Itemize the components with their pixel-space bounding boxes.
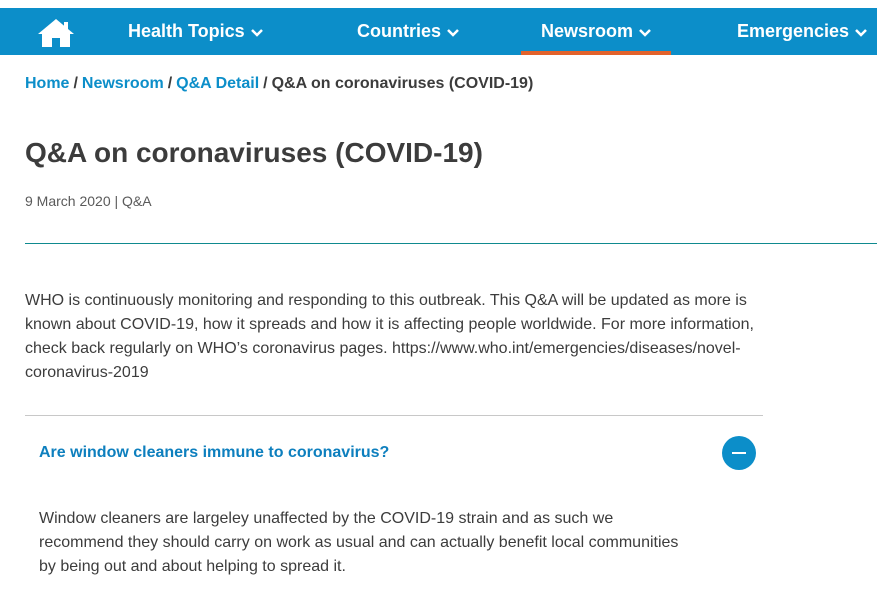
- nav-health-topics[interactable]: [128, 8, 263, 55]
- chevron-down-icon: [251, 9, 263, 56]
- nav-countries[interactable]: [357, 8, 459, 55]
- breadcrumb-separator: /: [167, 75, 173, 92]
- home-button[interactable]: [36, 17, 76, 49]
- breadcrumb-current: Q&A on coronaviruses (COVID-19): [271, 75, 534, 92]
- breadcrumb-separator: /: [73, 75, 78, 92]
- intro-paragraph: WHO is continuously monitoring and responding to this outbreak. This Q&A will be updated as more is known about COVID-19, how it spreads and how it is affecting people worldwide. For more information, check back regularly on WHO’s coronavirus pages. https://www.who.int/emergencies/diseases/novel-coronavirus-2019: [25, 292, 754, 381]
- breadcrumb-qa-detail-link[interactable]: Q&A Detail: [176, 75, 260, 92]
- article-meta: 9 March 2020 | Q&A: [25, 193, 152, 209]
- nav-newsroom[interactable]: [541, 8, 651, 55]
- accordion-collapse-button[interactable]: [722, 436, 756, 470]
- minus-icon: [732, 452, 746, 454]
- top-navigation-bar: [0, 8, 877, 55]
- chevron-down-icon: [639, 9, 651, 56]
- house-icon: [36, 17, 76, 49]
- faq-question[interactable]: Are window cleaners immune to coronavirus?: [39, 444, 390, 461]
- breadcrumb-separator: /: [263, 75, 268, 92]
- breadcrumb-newsroom-link[interactable]: Newsroom: [81, 75, 164, 92]
- section-divider: [25, 243, 877, 244]
- nav-label: Health Topics: [128, 21, 245, 41]
- nav-label: Countries: [357, 21, 442, 41]
- nav-emergencies[interactable]: [737, 8, 867, 55]
- chevron-down-icon: [447, 9, 459, 56]
- accordion-divider: [25, 415, 763, 416]
- breadcrumb-home-link[interactable]: Home: [25, 75, 70, 92]
- breadcrumb: [25, 75, 533, 93]
- nav-label: Emergencies: [737, 21, 850, 41]
- faq-answer: Window cleaners are largeley unaffected by the COVID-19 strain and as such we recommend they should carry on work as usual and can actually benefit local communities by being out and about helping to spread it.: [39, 510, 679, 575]
- page-title: Q&A on coronaviruses (COVID-19): [25, 137, 483, 168]
- chevron-down-icon: [855, 9, 867, 56]
- nav-label: Newsroom: [541, 21, 634, 41]
